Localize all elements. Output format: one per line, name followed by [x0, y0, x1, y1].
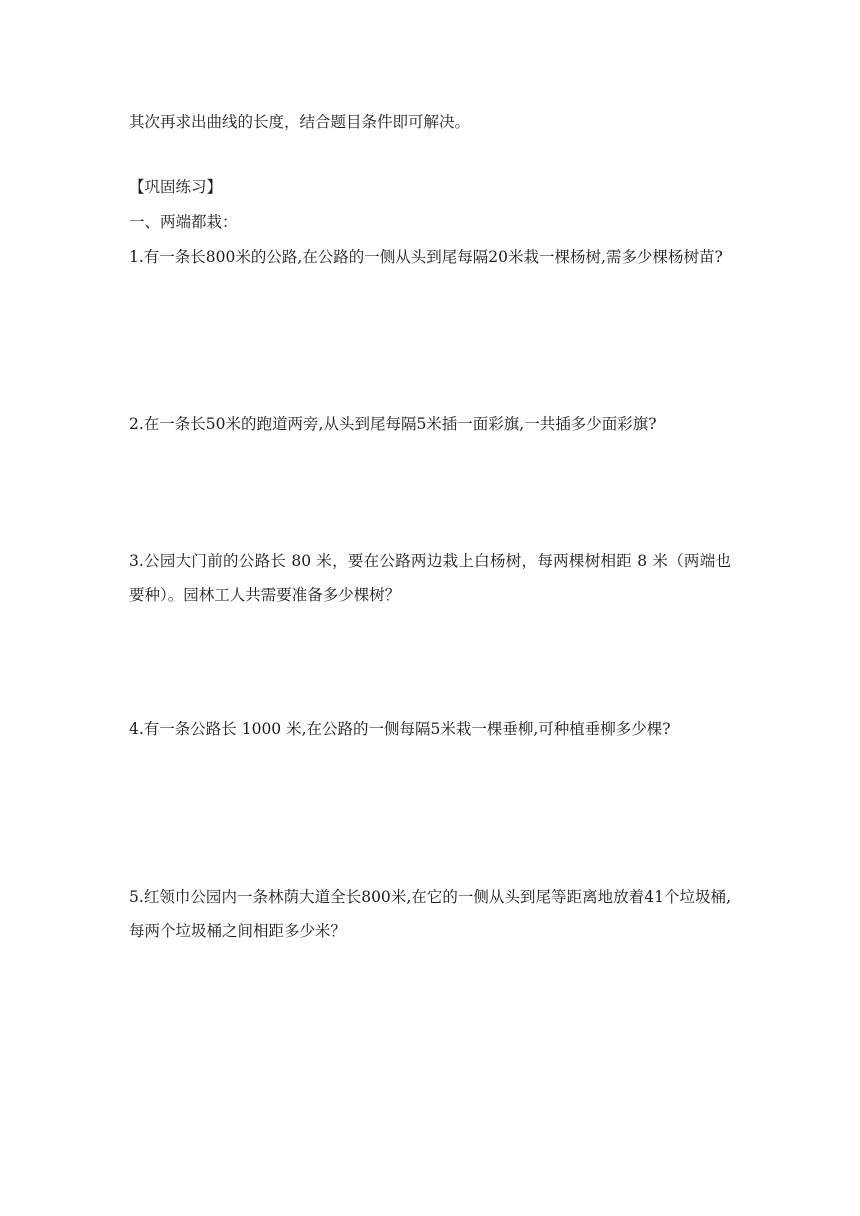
problem-1: 1.有一条长800米的公路,在公路的一侧从头到尾每隔20米栽一棵杨树,需多少棵杨树苗?: [129, 248, 723, 266]
problem-4: 4.有一条公路长 1000 米,在公路的一侧每隔5米栽一棵垂柳,可种植垂柳多少棵?: [129, 720, 671, 738]
problem-2: 2.在一条长50米的跑道两旁,从头到尾每隔5米插一面彩旗,一共插多少面彩旗?: [129, 415, 657, 433]
subsection-title: 一、两端都栽：: [129, 213, 238, 231]
problem-5: 5.红领巾公园内一条林荫大道全长800米,在它的一侧从头到尾等距离地放着41个垃圾桶,每两个垃圾桶之间相距多少米？: [129, 888, 731, 940]
intro-text: 其次再求出曲线的长度，结合题目条件即可解决。: [129, 113, 471, 131]
problem-3: 3.公园大门前的公路长 80 米，要在公路两边栽上白杨树，每两棵树相距 8 米（两端也要种）。园林工人共需要准备多少棵树？: [129, 552, 731, 604]
section-title: 【巩固练习】: [129, 178, 223, 196]
